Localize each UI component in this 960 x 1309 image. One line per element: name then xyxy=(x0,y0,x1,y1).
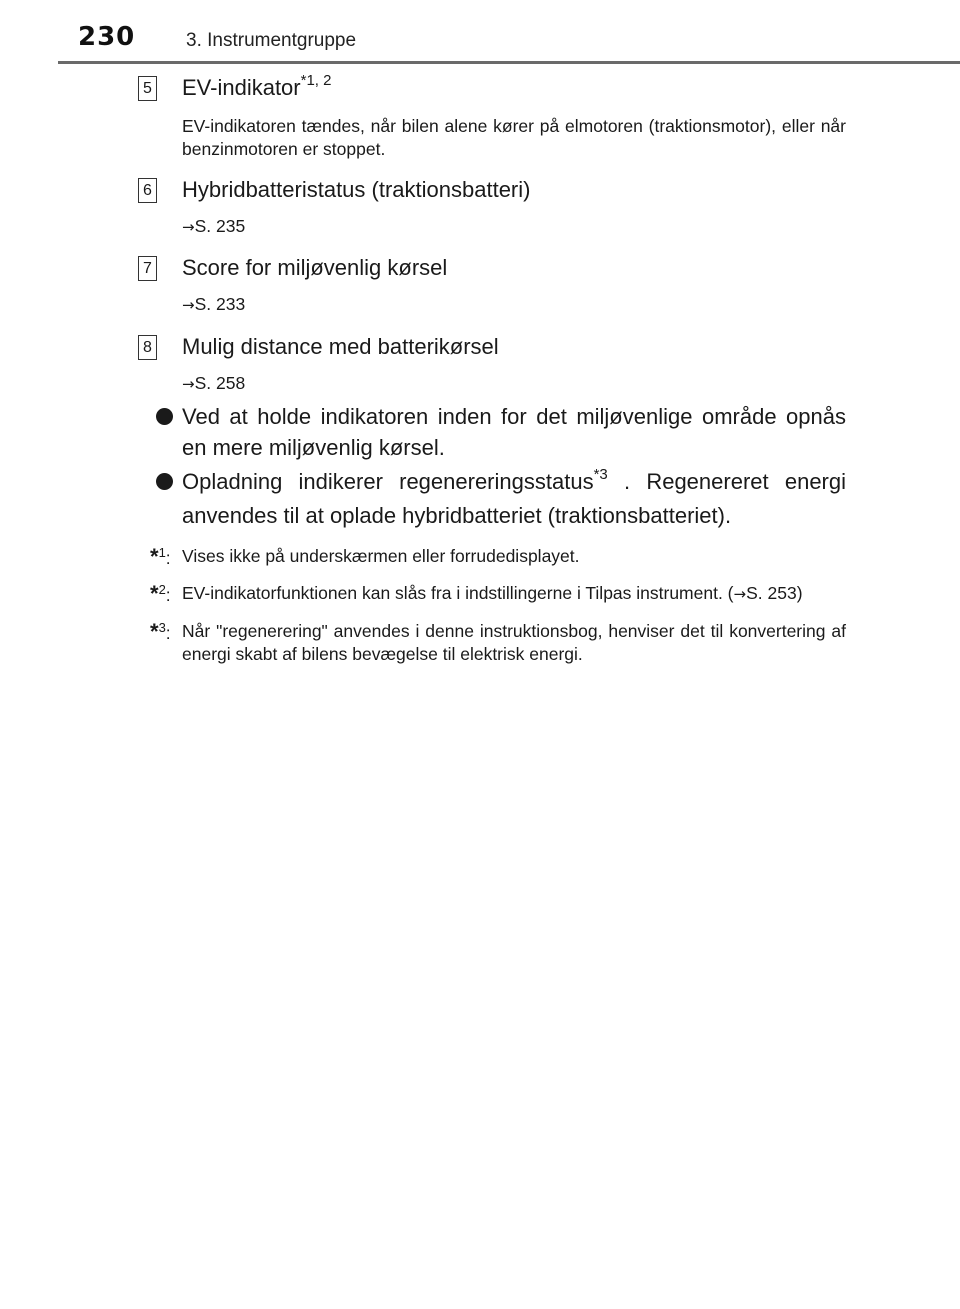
bullet-text: Opladning indikerer regenereringsstatus xyxy=(182,469,594,494)
item-description: EV-indikatoren tændes, når bilen alene kører på elmotoren (traktionsmotor), eller når benzinmotoren er stoppet. xyxy=(182,116,846,159)
bullet-text-continued: . Regenereret energi anvendes til at oplade hybridbatteriet (traktionsbatteriet). xyxy=(182,469,847,528)
footnote-ref: *1, 2 xyxy=(300,72,332,89)
bullet-icon xyxy=(156,408,173,425)
footnote xyxy=(138,545,846,568)
page-header xyxy=(0,0,960,66)
footnote-reference[interactable]: S. 253) xyxy=(746,583,803,603)
reference-text: S. 233 xyxy=(194,294,246,314)
footnote-marker: *$^2$: xyxy=(150,581,171,606)
page-number: 230 xyxy=(78,22,136,52)
chapter-title: 3. Instrumentgruppe xyxy=(186,30,357,51)
footnote-text: Vises ikke på underskærmen eller forrudedisplayet. xyxy=(182,546,580,566)
item-number-badge: 8 xyxy=(138,335,157,360)
page-content xyxy=(138,64,846,666)
footnote-marker: *$^3$: xyxy=(150,619,171,644)
item-eco-score xyxy=(138,254,846,282)
reference-text: S. 258 xyxy=(194,373,246,393)
arrow-right-icon: → xyxy=(182,296,195,314)
bullet-icon xyxy=(156,473,173,490)
bullet-item xyxy=(138,401,846,463)
footnote-text: EV-indikatorfunktionen kan slås fra i indstillingerne i Tilpas instrument. ( xyxy=(182,583,734,603)
page-reference[interactable] xyxy=(138,215,846,239)
item-ev-indicator xyxy=(138,74,846,105)
item-battery-range xyxy=(138,333,846,361)
page-reference[interactable] xyxy=(138,372,846,396)
item-number-badge: 7 xyxy=(138,256,157,281)
page-reference[interactable] xyxy=(138,293,846,317)
footnote-ref: *3 xyxy=(593,466,608,483)
footnote xyxy=(138,582,846,606)
arrow-right-icon: → xyxy=(733,585,747,603)
item-title: Mulig distance med batterikørsel xyxy=(182,334,499,359)
reference-text: S. 235 xyxy=(194,216,246,236)
item-hybrid-battery-status xyxy=(138,176,846,204)
arrow-right-icon: → xyxy=(182,218,195,236)
arrow-right-icon: → xyxy=(182,375,195,393)
footnote xyxy=(138,620,846,666)
footnote-text: Når "regenerering" anvendes i denne instruktionsbog, henviser det til konvertering af energi skabt af bilens bevægelse til elektrisk energi. xyxy=(182,621,846,664)
item-title: EV-indikator xyxy=(182,75,301,100)
bullet-item xyxy=(138,466,846,531)
bullet-text: Ved at holde indikatoren inden for det miljøvenlige område opnås en mere miljøvenlig kørsel. xyxy=(182,404,846,460)
item-number-badge: 6 xyxy=(138,178,157,203)
item-title: Score for miljøvenlig kørsel xyxy=(182,255,448,280)
item-number-badge: 5 xyxy=(138,76,157,101)
item-title: Hybridbatteristatus (traktionsbatteri) xyxy=(182,177,531,202)
footnote-marker: *$^1$: xyxy=(150,544,171,569)
